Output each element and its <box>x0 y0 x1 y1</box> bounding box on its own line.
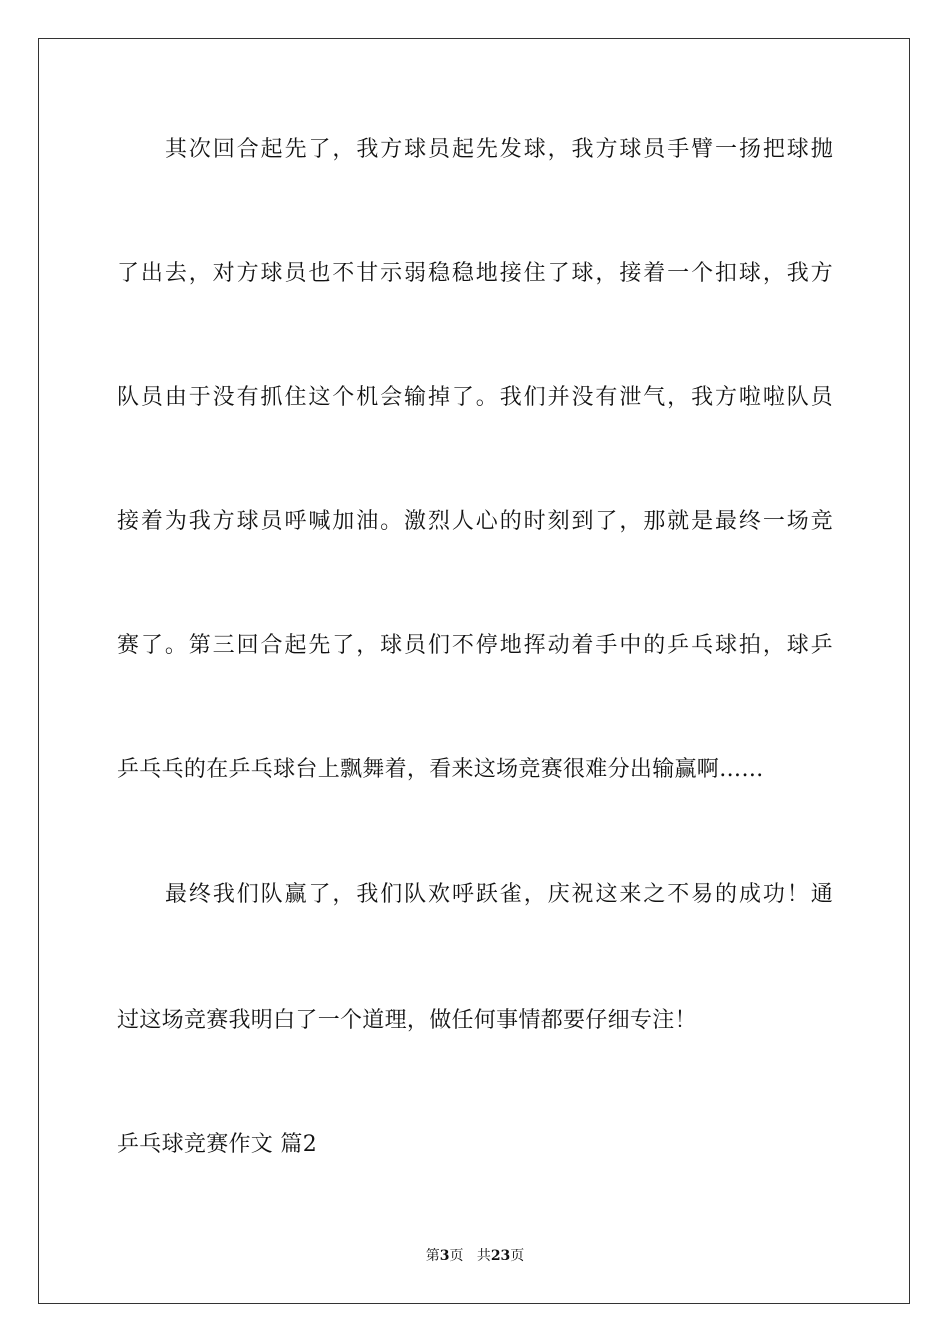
total-pages: 23 <box>490 1248 511 1264</box>
section-heading: 乒乓球竞赛作文 篇2 <box>117 1132 317 1157</box>
paragraph-1-line-5: 赛了。第三回合起先了，球员们不停地挥动着手中的乒乓球拍，球乒 <box>117 633 833 658</box>
page-border <box>38 38 910 1304</box>
paragraph-1-line-4: 接着为我方球员呼喊加油。激烈人心的时刻到了，那就是最终一场竞 <box>117 509 833 534</box>
paragraph-1-line-3: 队员由于没有抓住这个机会输掉了。我们并没有泄气，我方啦啦队员 <box>117 385 833 410</box>
page-footer <box>0 1247 950 1265</box>
page-number: 3 <box>439 1248 450 1264</box>
paragraph-1-line-2: 了出去，对方球员也不甘示弱稳稳地接住了球，接着一个扣球，我方 <box>117 261 833 286</box>
total-prefix: 共 <box>476 1248 491 1264</box>
paragraph-1-line-1: 其次回合起先了，我方球员起先发球，我方球员手臂一扬把球抛 <box>165 137 833 162</box>
total-suffix: 页 <box>510 1248 525 1264</box>
page-suffix: 页 <box>449 1248 464 1264</box>
page-prefix: 第 <box>425 1248 440 1264</box>
paragraph-2-line-2: 过这场竞赛我明白了一个道理，做任何事情都要仔细专注！ <box>117 1008 697 1033</box>
paragraph-2-line-1: 最终我们队赢了，我们队欢呼跃雀，庆祝这来之不易的成功！通 <box>165 882 833 907</box>
paragraph-1-line-6: 乒乓乓的在乒乓球台上飘舞着，看来这场竞赛很难分出输赢啊…… <box>117 757 764 782</box>
